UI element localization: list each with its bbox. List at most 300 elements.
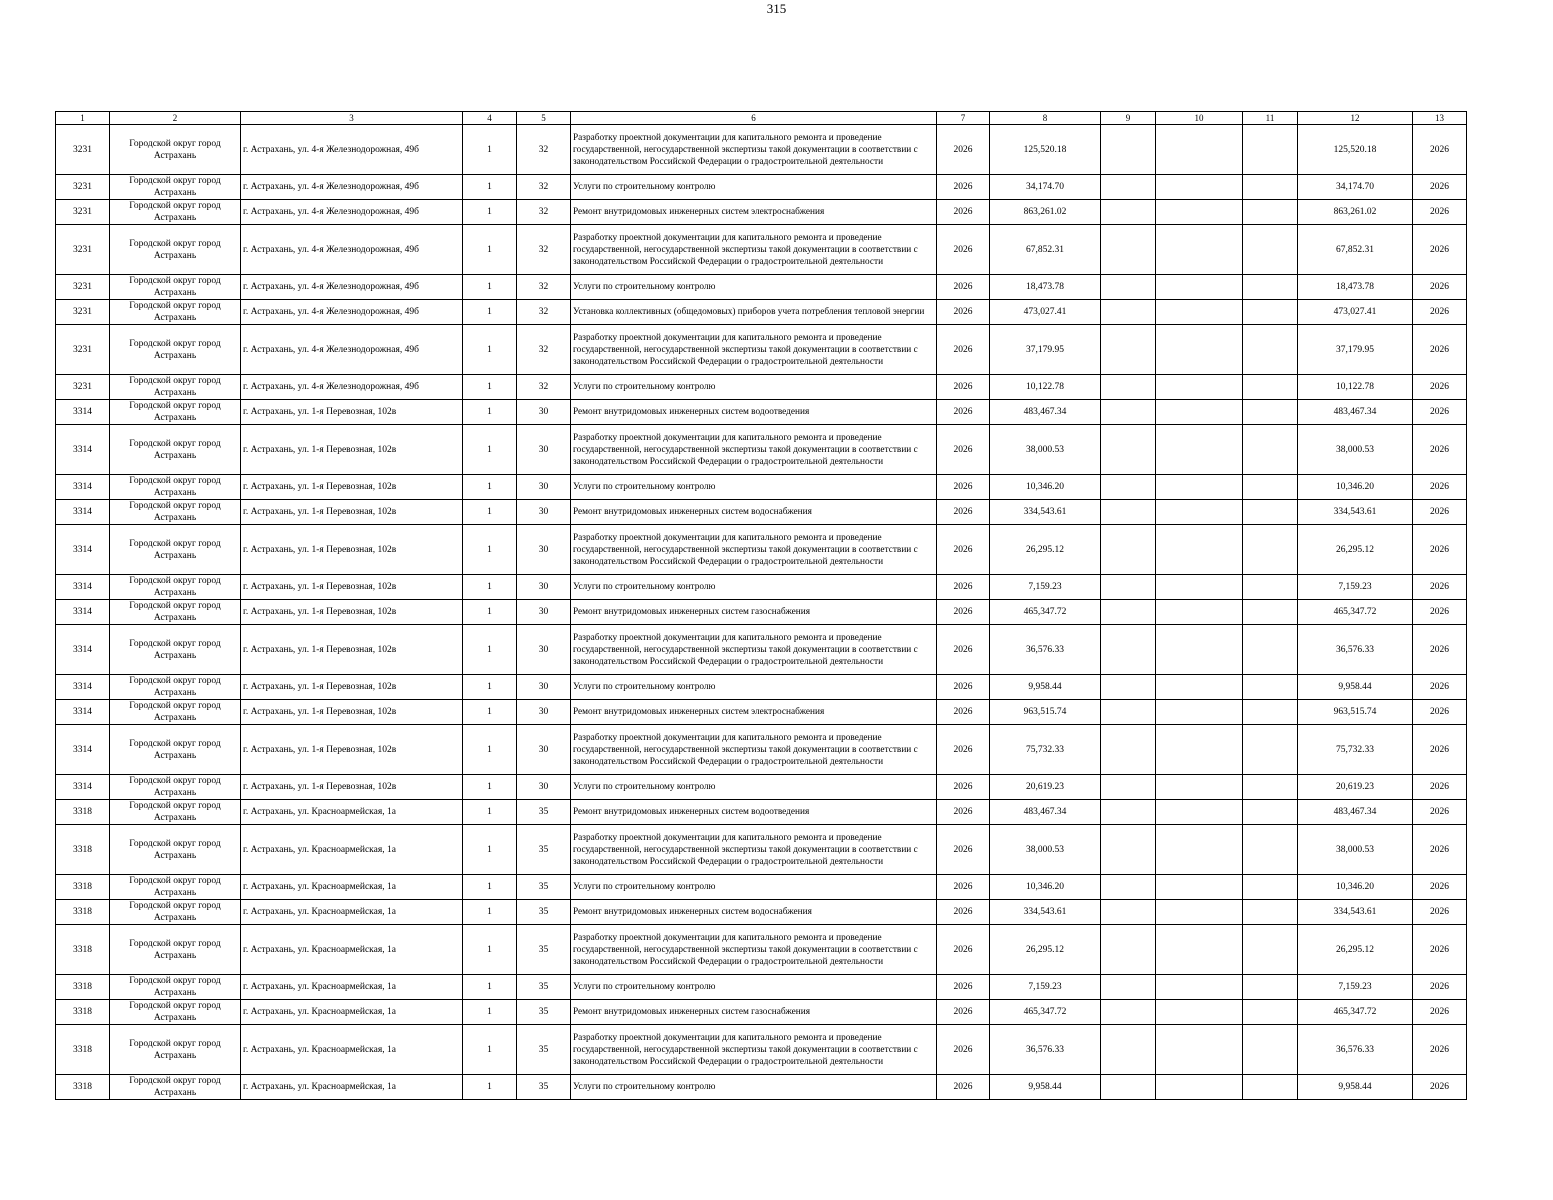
table-header bbox=[56, 112, 1467, 125]
col-8-amount: 863,261.02 bbox=[990, 200, 1101, 225]
col-7-year: 2026 bbox=[937, 900, 990, 925]
col-13-year: 2026 bbox=[1413, 375, 1467, 400]
col-11-value bbox=[1243, 525, 1298, 575]
address: г. Астрахань, ул. 4-я Железнодорожная, 49б bbox=[241, 275, 463, 300]
col-12-amount: 26,295.12 bbox=[1298, 925, 1413, 975]
municipality: Городской округ город Астрахань bbox=[110, 300, 241, 325]
col-12-amount: 7,159.23 bbox=[1298, 975, 1413, 1000]
row-number: 3314 bbox=[56, 425, 110, 475]
work-description: Разработку проектной документации для капитального ремонта и проведение государственной, негосударственной экспертизы такой документации в соответствии с законодательством Российской Федерации о градостроительной деятельности bbox=[571, 625, 937, 675]
col-13-year: 2026 bbox=[1413, 675, 1467, 700]
table-row bbox=[56, 500, 1467, 525]
col-5-value: 30 bbox=[517, 700, 571, 725]
row-number: 3231 bbox=[56, 300, 110, 325]
col-11-value bbox=[1243, 825, 1298, 875]
col-8-amount: 7,159.23 bbox=[990, 575, 1101, 600]
table-row bbox=[56, 175, 1467, 200]
row-number: 3314 bbox=[56, 775, 110, 800]
col-11-value bbox=[1243, 625, 1298, 675]
col-9-value bbox=[1101, 525, 1156, 575]
col-10-value bbox=[1156, 1025, 1243, 1075]
work-description: Разработку проектной документации для капитального ремонта и проведение государственной, негосударственной экспертизы такой документации в соответствии с законодательством Российской Федерации о градостроительной деятельности bbox=[571, 425, 937, 475]
col-7-year: 2026 bbox=[937, 500, 990, 525]
address: г. Астрахань, ул. 1-я Перевозная, 102в bbox=[241, 500, 463, 525]
col-10-value bbox=[1156, 225, 1243, 275]
col-4-value: 1 bbox=[463, 575, 517, 600]
row-number: 3318 bbox=[56, 875, 110, 900]
col-11-value bbox=[1243, 200, 1298, 225]
col-9-value bbox=[1101, 800, 1156, 825]
municipality: Городской округ город Астрахань bbox=[110, 975, 241, 1000]
col-4-value: 1 bbox=[463, 325, 517, 375]
col-13-year: 2026 bbox=[1413, 1000, 1467, 1025]
col-5-value: 30 bbox=[517, 525, 571, 575]
work-description: Ремонт внутридомовых инженерных систем газоснабжения bbox=[571, 600, 937, 625]
col-7-year: 2026 bbox=[937, 400, 990, 425]
municipality: Городской округ город Астрахань bbox=[110, 475, 241, 500]
col-9-value bbox=[1101, 325, 1156, 375]
col-7-year: 2026 bbox=[937, 575, 990, 600]
table-row bbox=[56, 800, 1467, 825]
col-12-amount: 7,159.23 bbox=[1298, 575, 1413, 600]
col-12-amount: 473,027.41 bbox=[1298, 300, 1413, 325]
col-13-year: 2026 bbox=[1413, 625, 1467, 675]
table-row bbox=[56, 325, 1467, 375]
municipality: Городской округ город Астрахань bbox=[110, 800, 241, 825]
row-number: 3314 bbox=[56, 400, 110, 425]
col-12-amount: 67,852.31 bbox=[1298, 225, 1413, 275]
col-5-value: 30 bbox=[517, 400, 571, 425]
col-4-value: 1 bbox=[463, 825, 517, 875]
col-7-year: 2026 bbox=[937, 700, 990, 725]
col-7-year: 2026 bbox=[937, 600, 990, 625]
municipality: Городской округ город Астрахань bbox=[110, 500, 241, 525]
col-9-value bbox=[1101, 125, 1156, 175]
col-12-amount: 18,473.78 bbox=[1298, 275, 1413, 300]
row-number: 3314 bbox=[56, 600, 110, 625]
col-10-value bbox=[1156, 425, 1243, 475]
col-7-year: 2026 bbox=[937, 475, 990, 500]
work-description: Услуги по строительному контролю bbox=[571, 975, 937, 1000]
municipality: Городской округ город Астрахань bbox=[110, 625, 241, 675]
col-5-value: 32 bbox=[517, 125, 571, 175]
col-9-value bbox=[1101, 1000, 1156, 1025]
col-7-year: 2026 bbox=[937, 775, 990, 800]
col-8-amount: 483,467.34 bbox=[990, 400, 1101, 425]
col-9-value bbox=[1101, 200, 1156, 225]
col-10-value bbox=[1156, 275, 1243, 300]
col-13-year: 2026 bbox=[1413, 500, 1467, 525]
col-7-year: 2026 bbox=[937, 725, 990, 775]
address: г. Астрахань, ул. Красноармейская, 1а bbox=[241, 1025, 463, 1075]
column-header-4: 4 bbox=[463, 112, 517, 125]
col-12-amount: 963,515.74 bbox=[1298, 700, 1413, 725]
row-number: 3231 bbox=[56, 200, 110, 225]
work-description: Разработку проектной документации для капитального ремонта и проведение государственной, негосударственной экспертизы такой документации в соответствии с законодательством Российской Федерации о градостроительной деятельности bbox=[571, 325, 937, 375]
row-number: 3231 bbox=[56, 375, 110, 400]
col-10-value bbox=[1156, 600, 1243, 625]
col-8-amount: 10,346.20 bbox=[990, 475, 1101, 500]
col-10-value bbox=[1156, 200, 1243, 225]
col-4-value: 1 bbox=[463, 1025, 517, 1075]
address: г. Астрахань, ул. 1-я Перевозная, 102в bbox=[241, 525, 463, 575]
col-7-year: 2026 bbox=[937, 200, 990, 225]
col-12-amount: 10,346.20 bbox=[1298, 475, 1413, 500]
col-4-value: 1 bbox=[463, 625, 517, 675]
col-4-value: 1 bbox=[463, 300, 517, 325]
address: г. Астрахань, ул. 4-я Железнодорожная, 49б bbox=[241, 300, 463, 325]
work-description: Ремонт внутридомовых инженерных систем электроснабжения bbox=[571, 700, 937, 725]
col-12-amount: 334,543.61 bbox=[1298, 900, 1413, 925]
table-row bbox=[56, 600, 1467, 625]
col-8-amount: 125,520.18 bbox=[990, 125, 1101, 175]
table-row bbox=[56, 475, 1467, 500]
col-9-value bbox=[1101, 1025, 1156, 1075]
col-5-value: 32 bbox=[517, 275, 571, 300]
col-9-value bbox=[1101, 975, 1156, 1000]
address: г. Астрахань, ул. Красноармейская, 1а bbox=[241, 825, 463, 875]
col-8-amount: 10,346.20 bbox=[990, 875, 1101, 900]
col-8-amount: 334,543.61 bbox=[990, 900, 1101, 925]
address: г. Астрахань, ул. 4-я Железнодорожная, 49б bbox=[241, 175, 463, 200]
col-7-year: 2026 bbox=[937, 275, 990, 300]
col-7-year: 2026 bbox=[937, 875, 990, 900]
work-description: Услуги по строительному контролю bbox=[571, 1075, 937, 1100]
col-5-value: 32 bbox=[517, 225, 571, 275]
municipality: Городской округ город Астрахань bbox=[110, 275, 241, 300]
row-number: 3314 bbox=[56, 675, 110, 700]
table-row bbox=[56, 875, 1467, 900]
row-number: 3314 bbox=[56, 525, 110, 575]
table-row bbox=[56, 925, 1467, 975]
col-5-value: 32 bbox=[517, 200, 571, 225]
address: г. Астрахань, ул. 1-я Перевозная, 102в bbox=[241, 675, 463, 700]
col-10-value bbox=[1156, 825, 1243, 875]
address: г. Астрахань, ул. Красноармейская, 1а bbox=[241, 900, 463, 925]
col-13-year: 2026 bbox=[1413, 1025, 1467, 1075]
col-5-value: 32 bbox=[517, 325, 571, 375]
work-description: Услуги по строительному контролю bbox=[571, 575, 937, 600]
col-13-year: 2026 bbox=[1413, 725, 1467, 775]
column-header-2: 2 bbox=[110, 112, 241, 125]
col-8-amount: 465,347.72 bbox=[990, 1000, 1101, 1025]
work-description: Разработку проектной документации для капитального ремонта и проведение государственной, негосударственной экспертизы такой документации в соответствии с законодательством Российской Федерации о градостроительной деятельности bbox=[571, 525, 937, 575]
col-9-value bbox=[1101, 875, 1156, 900]
col-11-value bbox=[1243, 500, 1298, 525]
col-10-value bbox=[1156, 800, 1243, 825]
table-row bbox=[56, 400, 1467, 425]
col-13-year: 2026 bbox=[1413, 475, 1467, 500]
col-4-value: 1 bbox=[463, 500, 517, 525]
municipality: Городской округ город Астрахань bbox=[110, 700, 241, 725]
col-4-value: 1 bbox=[463, 125, 517, 175]
col-12-amount: 75,732.33 bbox=[1298, 725, 1413, 775]
column-header-10: 10 bbox=[1156, 112, 1243, 125]
col-13-year: 2026 bbox=[1413, 300, 1467, 325]
col-11-value bbox=[1243, 475, 1298, 500]
address: г. Астрахань, ул. 1-я Перевозная, 102в bbox=[241, 575, 463, 600]
municipality: Городской округ город Астрахань bbox=[110, 1075, 241, 1100]
col-8-amount: 26,295.12 bbox=[990, 925, 1101, 975]
col-8-amount: 334,543.61 bbox=[990, 500, 1101, 525]
municipality: Городской округ город Астрахань bbox=[110, 600, 241, 625]
col-12-amount: 20,619.23 bbox=[1298, 775, 1413, 800]
row-number: 3318 bbox=[56, 825, 110, 875]
col-8-amount: 37,179.95 bbox=[990, 325, 1101, 375]
address: г. Астрахань, ул. 4-я Железнодорожная, 49б bbox=[241, 325, 463, 375]
col-12-amount: 38,000.53 bbox=[1298, 425, 1413, 475]
col-4-value: 1 bbox=[463, 225, 517, 275]
col-11-value bbox=[1243, 925, 1298, 975]
col-10-value bbox=[1156, 775, 1243, 800]
col-11-value bbox=[1243, 775, 1298, 800]
col-5-value: 30 bbox=[517, 775, 571, 800]
col-10-value bbox=[1156, 925, 1243, 975]
col-10-value bbox=[1156, 375, 1243, 400]
col-10-value bbox=[1156, 125, 1243, 175]
col-9-value bbox=[1101, 375, 1156, 400]
row-number: 3314 bbox=[56, 700, 110, 725]
col-13-year: 2026 bbox=[1413, 825, 1467, 875]
work-description: Разработку проектной документации для капитального ремонта и проведение государственной, негосударственной экспертизы такой документации в соответствии с законодательством Российской Федерации о градостроительной деятельности bbox=[571, 825, 937, 875]
col-13-year: 2026 bbox=[1413, 925, 1467, 975]
col-4-value: 1 bbox=[463, 475, 517, 500]
col-13-year: 2026 bbox=[1413, 525, 1467, 575]
col-9-value bbox=[1101, 825, 1156, 875]
col-4-value: 1 bbox=[463, 925, 517, 975]
col-4-value: 1 bbox=[463, 975, 517, 1000]
col-10-value bbox=[1156, 500, 1243, 525]
table-row bbox=[56, 575, 1467, 600]
col-5-value: 30 bbox=[517, 425, 571, 475]
column-header-9: 9 bbox=[1101, 112, 1156, 125]
col-13-year: 2026 bbox=[1413, 875, 1467, 900]
col-8-amount: 465,347.72 bbox=[990, 600, 1101, 625]
col-13-year: 2026 bbox=[1413, 175, 1467, 200]
col-7-year: 2026 bbox=[937, 375, 990, 400]
municipality: Городской округ город Астрахань bbox=[110, 1000, 241, 1025]
col-9-value bbox=[1101, 675, 1156, 700]
row-number: 3318 bbox=[56, 1000, 110, 1025]
col-7-year: 2026 bbox=[937, 175, 990, 200]
col-5-value: 35 bbox=[517, 900, 571, 925]
col-11-value bbox=[1243, 375, 1298, 400]
col-5-value: 32 bbox=[517, 300, 571, 325]
col-5-value: 35 bbox=[517, 825, 571, 875]
col-10-value bbox=[1156, 525, 1243, 575]
col-12-amount: 483,467.34 bbox=[1298, 400, 1413, 425]
col-11-value bbox=[1243, 675, 1298, 700]
municipality: Городской округ город Астрахань bbox=[110, 400, 241, 425]
col-13-year: 2026 bbox=[1413, 575, 1467, 600]
col-4-value: 1 bbox=[463, 525, 517, 575]
col-12-amount: 10,346.20 bbox=[1298, 875, 1413, 900]
row-number: 3318 bbox=[56, 1075, 110, 1100]
col-12-amount: 37,179.95 bbox=[1298, 325, 1413, 375]
col-5-value: 35 bbox=[517, 1075, 571, 1100]
column-header-7: 7 bbox=[937, 112, 990, 125]
col-12-amount: 465,347.72 bbox=[1298, 1000, 1413, 1025]
address: г. Астрахань, ул. 1-я Перевозная, 102в bbox=[241, 400, 463, 425]
col-13-year: 2026 bbox=[1413, 600, 1467, 625]
row-number: 3231 bbox=[56, 325, 110, 375]
col-10-value bbox=[1156, 400, 1243, 425]
col-13-year: 2026 bbox=[1413, 225, 1467, 275]
address: г. Астрахань, ул. Красноармейская, 1а bbox=[241, 925, 463, 975]
col-7-year: 2026 bbox=[937, 300, 990, 325]
municipality: Городской округ город Астрахань bbox=[110, 525, 241, 575]
col-4-value: 1 bbox=[463, 1075, 517, 1100]
address: г. Астрахань, ул. 1-я Перевозная, 102в bbox=[241, 475, 463, 500]
col-9-value bbox=[1101, 475, 1156, 500]
col-5-value: 35 bbox=[517, 925, 571, 975]
col-8-amount: 9,958.44 bbox=[990, 675, 1101, 700]
col-4-value: 1 bbox=[463, 725, 517, 775]
col-12-amount: 483,467.34 bbox=[1298, 800, 1413, 825]
col-5-value: 32 bbox=[517, 375, 571, 400]
municipality: Городской округ город Астрахань bbox=[110, 125, 241, 175]
work-description: Ремонт внутридомовых инженерных систем водоотведения bbox=[571, 800, 937, 825]
col-7-year: 2026 bbox=[937, 125, 990, 175]
col-8-amount: 38,000.53 bbox=[990, 825, 1101, 875]
row-number: 3318 bbox=[56, 900, 110, 925]
row-number: 3231 bbox=[56, 225, 110, 275]
col-7-year: 2026 bbox=[937, 675, 990, 700]
col-11-value bbox=[1243, 1025, 1298, 1075]
municipality: Городской округ город Астрахань bbox=[110, 875, 241, 900]
col-9-value bbox=[1101, 575, 1156, 600]
table-row bbox=[56, 975, 1467, 1000]
col-11-value bbox=[1243, 275, 1298, 300]
table-row bbox=[56, 1025, 1467, 1075]
col-8-amount: 963,515.74 bbox=[990, 700, 1101, 725]
col-4-value: 1 bbox=[463, 425, 517, 475]
municipality: Городской округ город Астрахань bbox=[110, 175, 241, 200]
col-11-value bbox=[1243, 300, 1298, 325]
col-4-value: 1 bbox=[463, 200, 517, 225]
col-4-value: 1 bbox=[463, 775, 517, 800]
address: г. Астрахань, ул. 4-я Железнодорожная, 49б bbox=[241, 225, 463, 275]
col-8-amount: 75,732.33 bbox=[990, 725, 1101, 775]
row-number: 3231 bbox=[56, 275, 110, 300]
col-7-year: 2026 bbox=[937, 925, 990, 975]
col-10-value bbox=[1156, 675, 1243, 700]
table-row bbox=[56, 125, 1467, 175]
work-description: Ремонт внутридомовых инженерных систем электроснабжения bbox=[571, 200, 937, 225]
col-8-amount: 10,122.78 bbox=[990, 375, 1101, 400]
col-9-value bbox=[1101, 500, 1156, 525]
address: г. Астрахань, ул. 1-я Перевозная, 102в bbox=[241, 425, 463, 475]
col-9-value bbox=[1101, 175, 1156, 200]
address: г. Астрахань, ул. 1-я Перевозная, 102в bbox=[241, 625, 463, 675]
address: г. Астрахань, ул. Красноармейская, 1а bbox=[241, 875, 463, 900]
work-description: Установка коллективных (общедомовых) приборов учета потребления тепловой энергии bbox=[571, 300, 937, 325]
col-13-year: 2026 bbox=[1413, 900, 1467, 925]
table-body bbox=[56, 125, 1467, 1100]
work-description: Разработку проектной документации для капитального ремонта и проведение государственной, негосударственной экспертизы такой документации в соответствии с законодательством Российской Федерации о градостроительной деятельности bbox=[571, 1025, 937, 1075]
column-header-13: 13 bbox=[1413, 112, 1467, 125]
work-description: Услуги по строительному контролю bbox=[571, 775, 937, 800]
col-4-value: 1 bbox=[463, 800, 517, 825]
work-description: Разработку проектной документации для капитального ремонта и проведение государственной, негосударственной экспертизы такой документации в соответствии с законодательством Российской Федерации о градостроительной деятельности bbox=[571, 925, 937, 975]
col-7-year: 2026 bbox=[937, 525, 990, 575]
municipality: Городской округ город Астрахань bbox=[110, 375, 241, 400]
col-8-amount: 18,473.78 bbox=[990, 275, 1101, 300]
col-11-value bbox=[1243, 225, 1298, 275]
table-row bbox=[56, 1000, 1467, 1025]
address: г. Астрахань, ул. 4-я Железнодорожная, 49б bbox=[241, 200, 463, 225]
col-13-year: 2026 bbox=[1413, 700, 1467, 725]
table-row bbox=[56, 625, 1467, 675]
col-4-value: 1 bbox=[463, 175, 517, 200]
col-7-year: 2026 bbox=[937, 625, 990, 675]
address: г. Астрахань, ул. 1-я Перевозная, 102в bbox=[241, 775, 463, 800]
col-12-amount: 9,958.44 bbox=[1298, 1075, 1413, 1100]
row-number: 3318 bbox=[56, 925, 110, 975]
col-11-value bbox=[1243, 800, 1298, 825]
work-description: Ремонт внутридомовых инженерных систем водоотведения bbox=[571, 400, 937, 425]
col-7-year: 2026 bbox=[937, 1000, 990, 1025]
row-number: 3318 bbox=[56, 1025, 110, 1075]
col-7-year: 2026 bbox=[937, 425, 990, 475]
col-10-value bbox=[1156, 475, 1243, 500]
table-row bbox=[56, 700, 1467, 725]
col-11-value bbox=[1243, 600, 1298, 625]
col-13-year: 2026 bbox=[1413, 425, 1467, 475]
municipality: Городской округ город Астрахань bbox=[110, 675, 241, 700]
address: г. Астрахань, ул. 1-я Перевозная, 102в bbox=[241, 725, 463, 775]
table-row bbox=[56, 200, 1467, 225]
col-12-amount: 125,520.18 bbox=[1298, 125, 1413, 175]
col-13-year: 2026 bbox=[1413, 275, 1467, 300]
col-4-value: 1 bbox=[463, 1000, 517, 1025]
col-7-year: 2026 bbox=[937, 1075, 990, 1100]
col-8-amount: 7,159.23 bbox=[990, 975, 1101, 1000]
col-8-amount: 473,027.41 bbox=[990, 300, 1101, 325]
column-header-11: 11 bbox=[1243, 112, 1298, 125]
col-10-value bbox=[1156, 1000, 1243, 1025]
work-description: Ремонт внутридомовых инженерных систем газоснабжения bbox=[571, 1000, 937, 1025]
col-12-amount: 36,576.33 bbox=[1298, 1025, 1413, 1075]
col-13-year: 2026 bbox=[1413, 400, 1467, 425]
municipality: Городской округ город Астрахань bbox=[110, 725, 241, 775]
col-13-year: 2026 bbox=[1413, 200, 1467, 225]
work-description: Услуги по строительному контролю bbox=[571, 375, 937, 400]
table-row bbox=[56, 675, 1467, 700]
column-header-5: 5 bbox=[517, 112, 571, 125]
col-12-amount: 36,576.33 bbox=[1298, 625, 1413, 675]
col-4-value: 1 bbox=[463, 875, 517, 900]
municipality: Городской округ город Астрахань bbox=[110, 425, 241, 475]
col-9-value bbox=[1101, 900, 1156, 925]
col-5-value: 32 bbox=[517, 175, 571, 200]
col-5-value: 30 bbox=[517, 725, 571, 775]
col-13-year: 2026 bbox=[1413, 125, 1467, 175]
column-header-6: 6 bbox=[571, 112, 937, 125]
address: г. Астрахань, ул. 1-я Перевозная, 102в bbox=[241, 600, 463, 625]
col-5-value: 35 bbox=[517, 875, 571, 900]
col-11-value bbox=[1243, 700, 1298, 725]
col-10-value bbox=[1156, 900, 1243, 925]
col-8-amount: 67,852.31 bbox=[990, 225, 1101, 275]
col-11-value bbox=[1243, 900, 1298, 925]
col-5-value: 30 bbox=[517, 625, 571, 675]
col-5-value: 35 bbox=[517, 975, 571, 1000]
table-row bbox=[56, 775, 1467, 800]
column-header-8: 8 bbox=[990, 112, 1101, 125]
col-8-amount: 483,467.34 bbox=[990, 800, 1101, 825]
municipality: Городской округ город Астрахань bbox=[110, 900, 241, 925]
